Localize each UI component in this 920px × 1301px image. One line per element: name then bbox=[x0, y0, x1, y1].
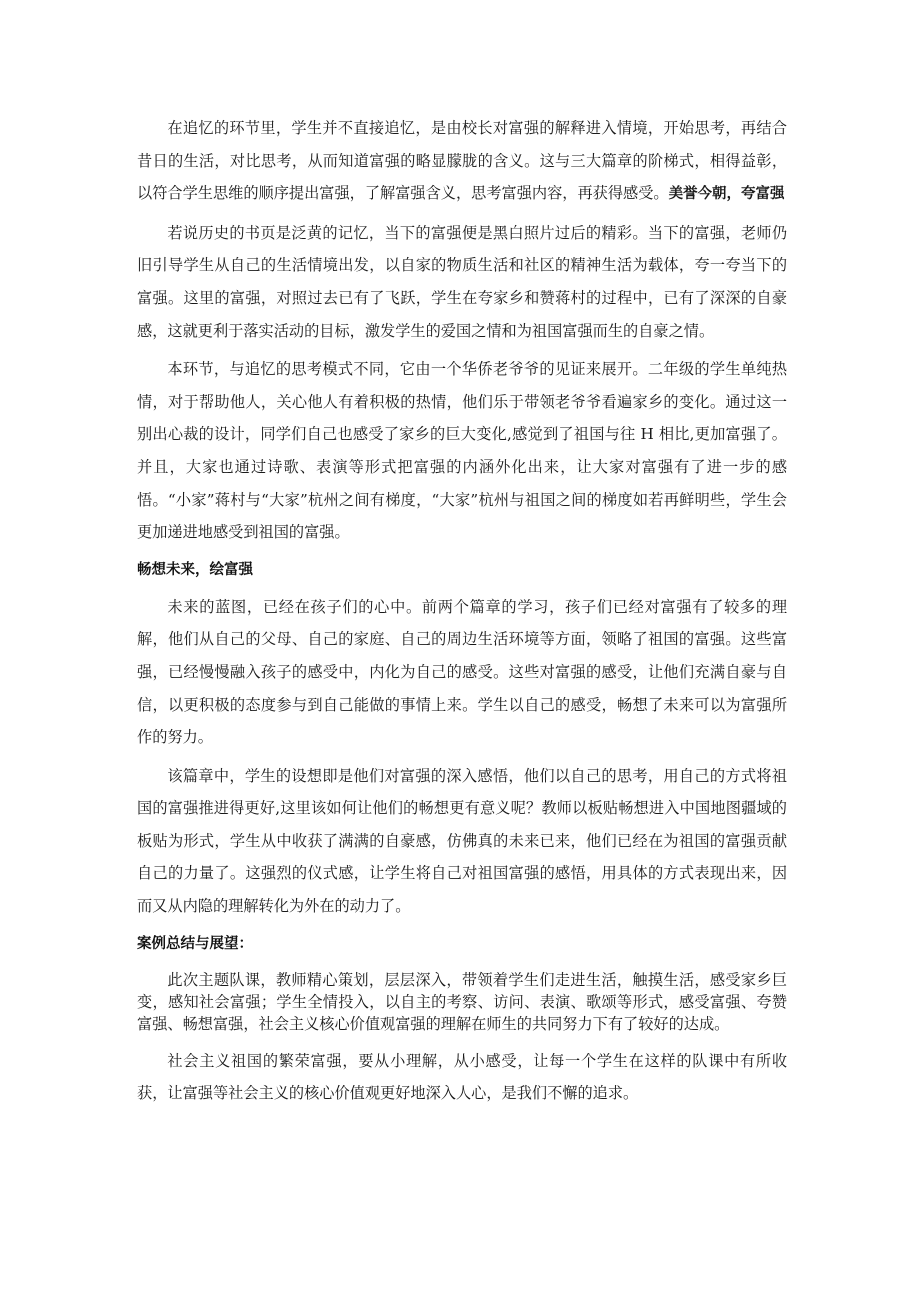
paragraph-recall bbox=[137, 112, 787, 211]
section-heading-summary: 案例总结与展望： bbox=[137, 935, 253, 952]
paragraph-summary: 此次主题队课，教师精心策划，层层深入，带领着学生们走进生活，触摸生活，感受家乡巨变，感知社会富强；学生全情投入，以自主的考察、访问、表演、歌颂等形式，感受富强、夸赞富强、畅想富强，社会主义核心价值观富强的理解在师生的共同努力下有了较好的达成。 bbox=[137, 970, 787, 1033]
document-body bbox=[137, 112, 787, 1110]
paragraph-overseas-grandpa: 本环节，与追忆的思考模式不同，它由一个华侨老爷爷的见证来展开。二年级的学生单纯热情，对于帮助他人，关心他人有着积极的热情，他们乐于带领老爷爷看遍家乡的变化。通过这一别出心裁的设计，同学们自己也感受了家乡的巨大变化,感觉到了祖国与往 H 相比,更加富强了。并且，大家也通过诗歌、表演等形式把富强的内涵外化出来，让大家对富强有了进一步的感悟。“小家”蒋村与“大家”杭州之间有梯度，“大家”杭州与祖国之间的梯度如若再鲜明些，学生会更加递进地感受到祖国的富强。 bbox=[137, 360, 787, 542]
section-heading-future: 畅想未来，绘富强 bbox=[137, 561, 253, 578]
paragraph-recall-text: 在追忆的环节里，学生并不直接追忆，是由校长对富强的解释进入情境，开始思考，再结合昔日的生活，对比思考，从而知道富强的略显朦胧的含义。这与三大篇章的阶梯式，相得益彰，以符合学生思维的顺序提出富强，了解富强含义，思考富强内容，再获得感受。 bbox=[137, 119, 787, 203]
paragraph-future-blueprint: 未来的蓝图，已经在孩子们的心中。前两个篇章的学习，孩子们已经对富强有了较多的理解，他们从自己的父母、自己的家庭、自己的周边生活环境等方面，领略了祖国的富强。这些富强，已经慢慢融入孩子的感受中，内化为自己的感受。这些对富强的感受，让他们充满自豪与自信，以更积极的态度参与到自己能做的事情上来。学生以自己的感受，畅想了未来可以为富强所作的努力。 bbox=[137, 597, 787, 747]
section-heading-present: 美誉今朝，夸富强 bbox=[668, 186, 785, 203]
paragraph-present: 若说历史的书页是泛黄的记忆，当下的富强便是黑白照片过后的精彩。当下的富强，老师仍旧引导学生从自己的生活情境出发，以自家的物质生活和社区的精神生活为载体，夸一夸当下的富强。这里的富强，对照过去已有了飞跃，学生在夸家乡和赞蒋村的过程中，已有了深深的自豪感，这就更利于落实活动的目标，激发学生的爱国之情和为祖国富强而生的自豪之情。 bbox=[137, 223, 787, 340]
paragraph-future-vision: 该篇章中，学生的设想即是他们对富强的深入感悟，他们以自己的思考，用自己的方式将祖国的富强推进得更好,这里该如何让他们的畅想更有意义呢？教师以板贴畅想进入中国地图疆域的板贴为形式，学生从中收获了满满的自豪感，仿佛真的未来已来，他们已经在为祖国的富强贡献自己的力量了。这强烈的仪式感，让学生将自己对祖国富强的感悟，用具体的方式表现出来，因而又从内隐的理解转化为外在的动力了。 bbox=[137, 766, 787, 916]
paragraph-closing: 社会主义祖国的繁荣富强，要从小理解，从小感受，让每一个学生在这样的队课中有所收获，让富强等社会主义的核心价值观更好地深入人心，是我们不懈的追求。 bbox=[137, 1051, 787, 1103]
